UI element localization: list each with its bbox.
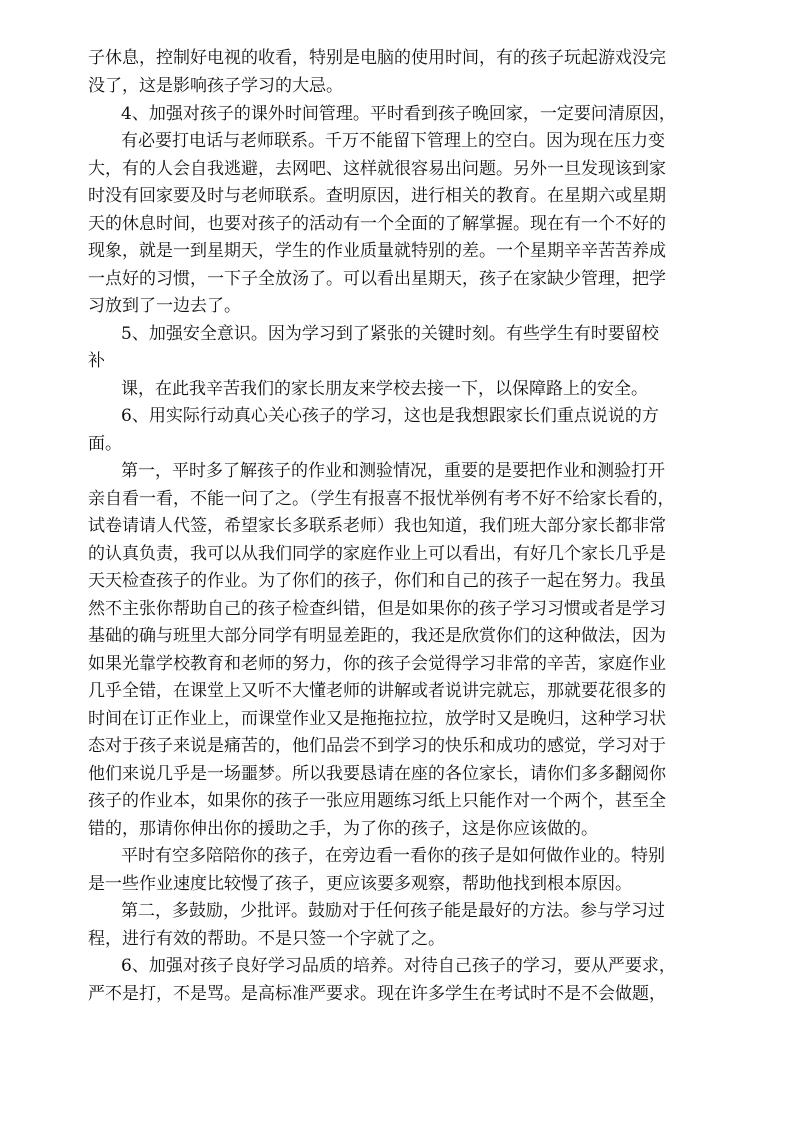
text-line: 6、加强对孩子良好学习品质的培养。对待自己孩子的学习，要从严要求， bbox=[121, 956, 676, 976]
text-line: 6、用实际行动真心关心孩子的学习，这也是我想跟家长们重点说说的方 bbox=[121, 406, 659, 426]
text-line: 没了，这是影响孩子学习的大忌。 bbox=[88, 76, 343, 96]
text-line: 如果光靠学校教育和老师的努力，你的孩子会觉得学习非常的辛苦，家庭作业 bbox=[88, 654, 666, 674]
text-line: 天的休息时间，也要对孩子的活动有一个全面的了解掌握。现在有一个不好的 bbox=[88, 214, 666, 234]
text-line: 有必要打电话与老师联系。千万不能留下管理上的空白。因为现在压力变 bbox=[121, 131, 665, 151]
text-line: 面。 bbox=[88, 434, 122, 454]
text-line: 第一，平时多了解孩子的作业和测验情况，重要的是要把作业和测验打开 bbox=[121, 461, 665, 481]
text-line: 习放到了一边去了。 bbox=[88, 296, 241, 316]
text-line: 子休息，控制好电视的收看，特别是电脑的使用时间，有的孩子玩起游戏没完 bbox=[88, 48, 666, 68]
text-line: 一点好的习惯，一下子全放汤了。可以看出星期天，孩子在家缺少管理，把学 bbox=[88, 269, 666, 289]
text-line: 试卷请请人代签，希望家长多联系老师）我也知道，我们班大部分家长都非常 bbox=[88, 516, 666, 536]
text-line: 态对于孩子来说是痛苦的，他们品尝不到学习的快乐和成功的感觉，学习对于 bbox=[88, 736, 666, 756]
text-line: 现象，就是一到星期天，学生的作业质量就特别的差。一个星期辛辛苦苦养成 bbox=[88, 241, 666, 261]
text-line: 他们来说几乎是一场噩梦。所以我要恳请在座的各位家长，请你们多多翻阅你 bbox=[88, 764, 666, 784]
text-line: 时间在订正作业上，而课堂作业又是拖拖拉拉，放学时又是晚归，这种学习状 bbox=[88, 709, 666, 729]
text-line: 错的，那请你伸出你的援助之手，为了你的孩子，这是你应该做的。 bbox=[88, 819, 598, 839]
text-line: 亲自看一看，不能一问了之。（学生有报喜不报忧举例有考不好不给家长看的， bbox=[88, 489, 675, 509]
text-line: 时没有回家要及时与老师联系。查明原因，进行相关的教育。在星期六或星期 bbox=[88, 186, 666, 206]
text-line: 第二，多鼓励，少批评。鼓励对于任何孩子能是最好的方法。参与学习过 bbox=[121, 901, 665, 921]
text-line: 课，在此我辛苦我们的家长朋友来学校去接一下，以保障路上的安全。 bbox=[121, 379, 648, 399]
text-line: 严不是打，不是骂。是高标准严要求。现在许多学生在考试时不是不会做题， bbox=[88, 984, 666, 1004]
text-line: 然不主张你帮助自己的孩子检查纠错，但是如果你的孩子学习习惯或者是学习 bbox=[88, 599, 666, 619]
text-line: 4、加强对孩子的课外时间管理。平时看到孩子晚回家，一定要问清原因， bbox=[121, 104, 676, 124]
text-line: 孩子的作业本，如果你的孩子一张应用题练习纸上只能作对一个两个，甚至全 bbox=[88, 791, 666, 811]
text-line: 是一些作业速度比较慢了孩子，更应该要多观察，帮助他找到根本原因。 bbox=[88, 874, 632, 894]
text-line: 的认真负责，我可以从我们同学的家庭作业上可以看出，有好几个家长几乎是 bbox=[88, 544, 666, 564]
text-line: 平时有空多陪陪你的孩子，在旁边看一看你的孩子是如何做作业的。特别 bbox=[121, 846, 665, 866]
text-line: 大，有的人会自我逃避，去网吧、这样就很容易出问题。另外一旦发现该到家 bbox=[88, 159, 666, 179]
text-line: 程，进行有效的帮助。不是只签一个字就了之。 bbox=[88, 929, 445, 949]
text-line: 补 bbox=[88, 351, 105, 371]
text-line: 几乎全错，在课堂上又听不大懂老师的讲解或者说讲完就忘，那就要花很多的 bbox=[88, 681, 666, 701]
text-line: 天天检查孩子的作业。为了你们的孩子，你们和自己的孩子一起在努力。我虽 bbox=[88, 571, 666, 591]
text-line: 基础的确与班里大部分同学有明显差距的，我还是欣赏你们的这种做法，因为 bbox=[88, 626, 666, 646]
text-line: 5、加强安全意识。因为学习到了紧张的关键时刻。有些学生有时要留校 bbox=[121, 324, 659, 344]
